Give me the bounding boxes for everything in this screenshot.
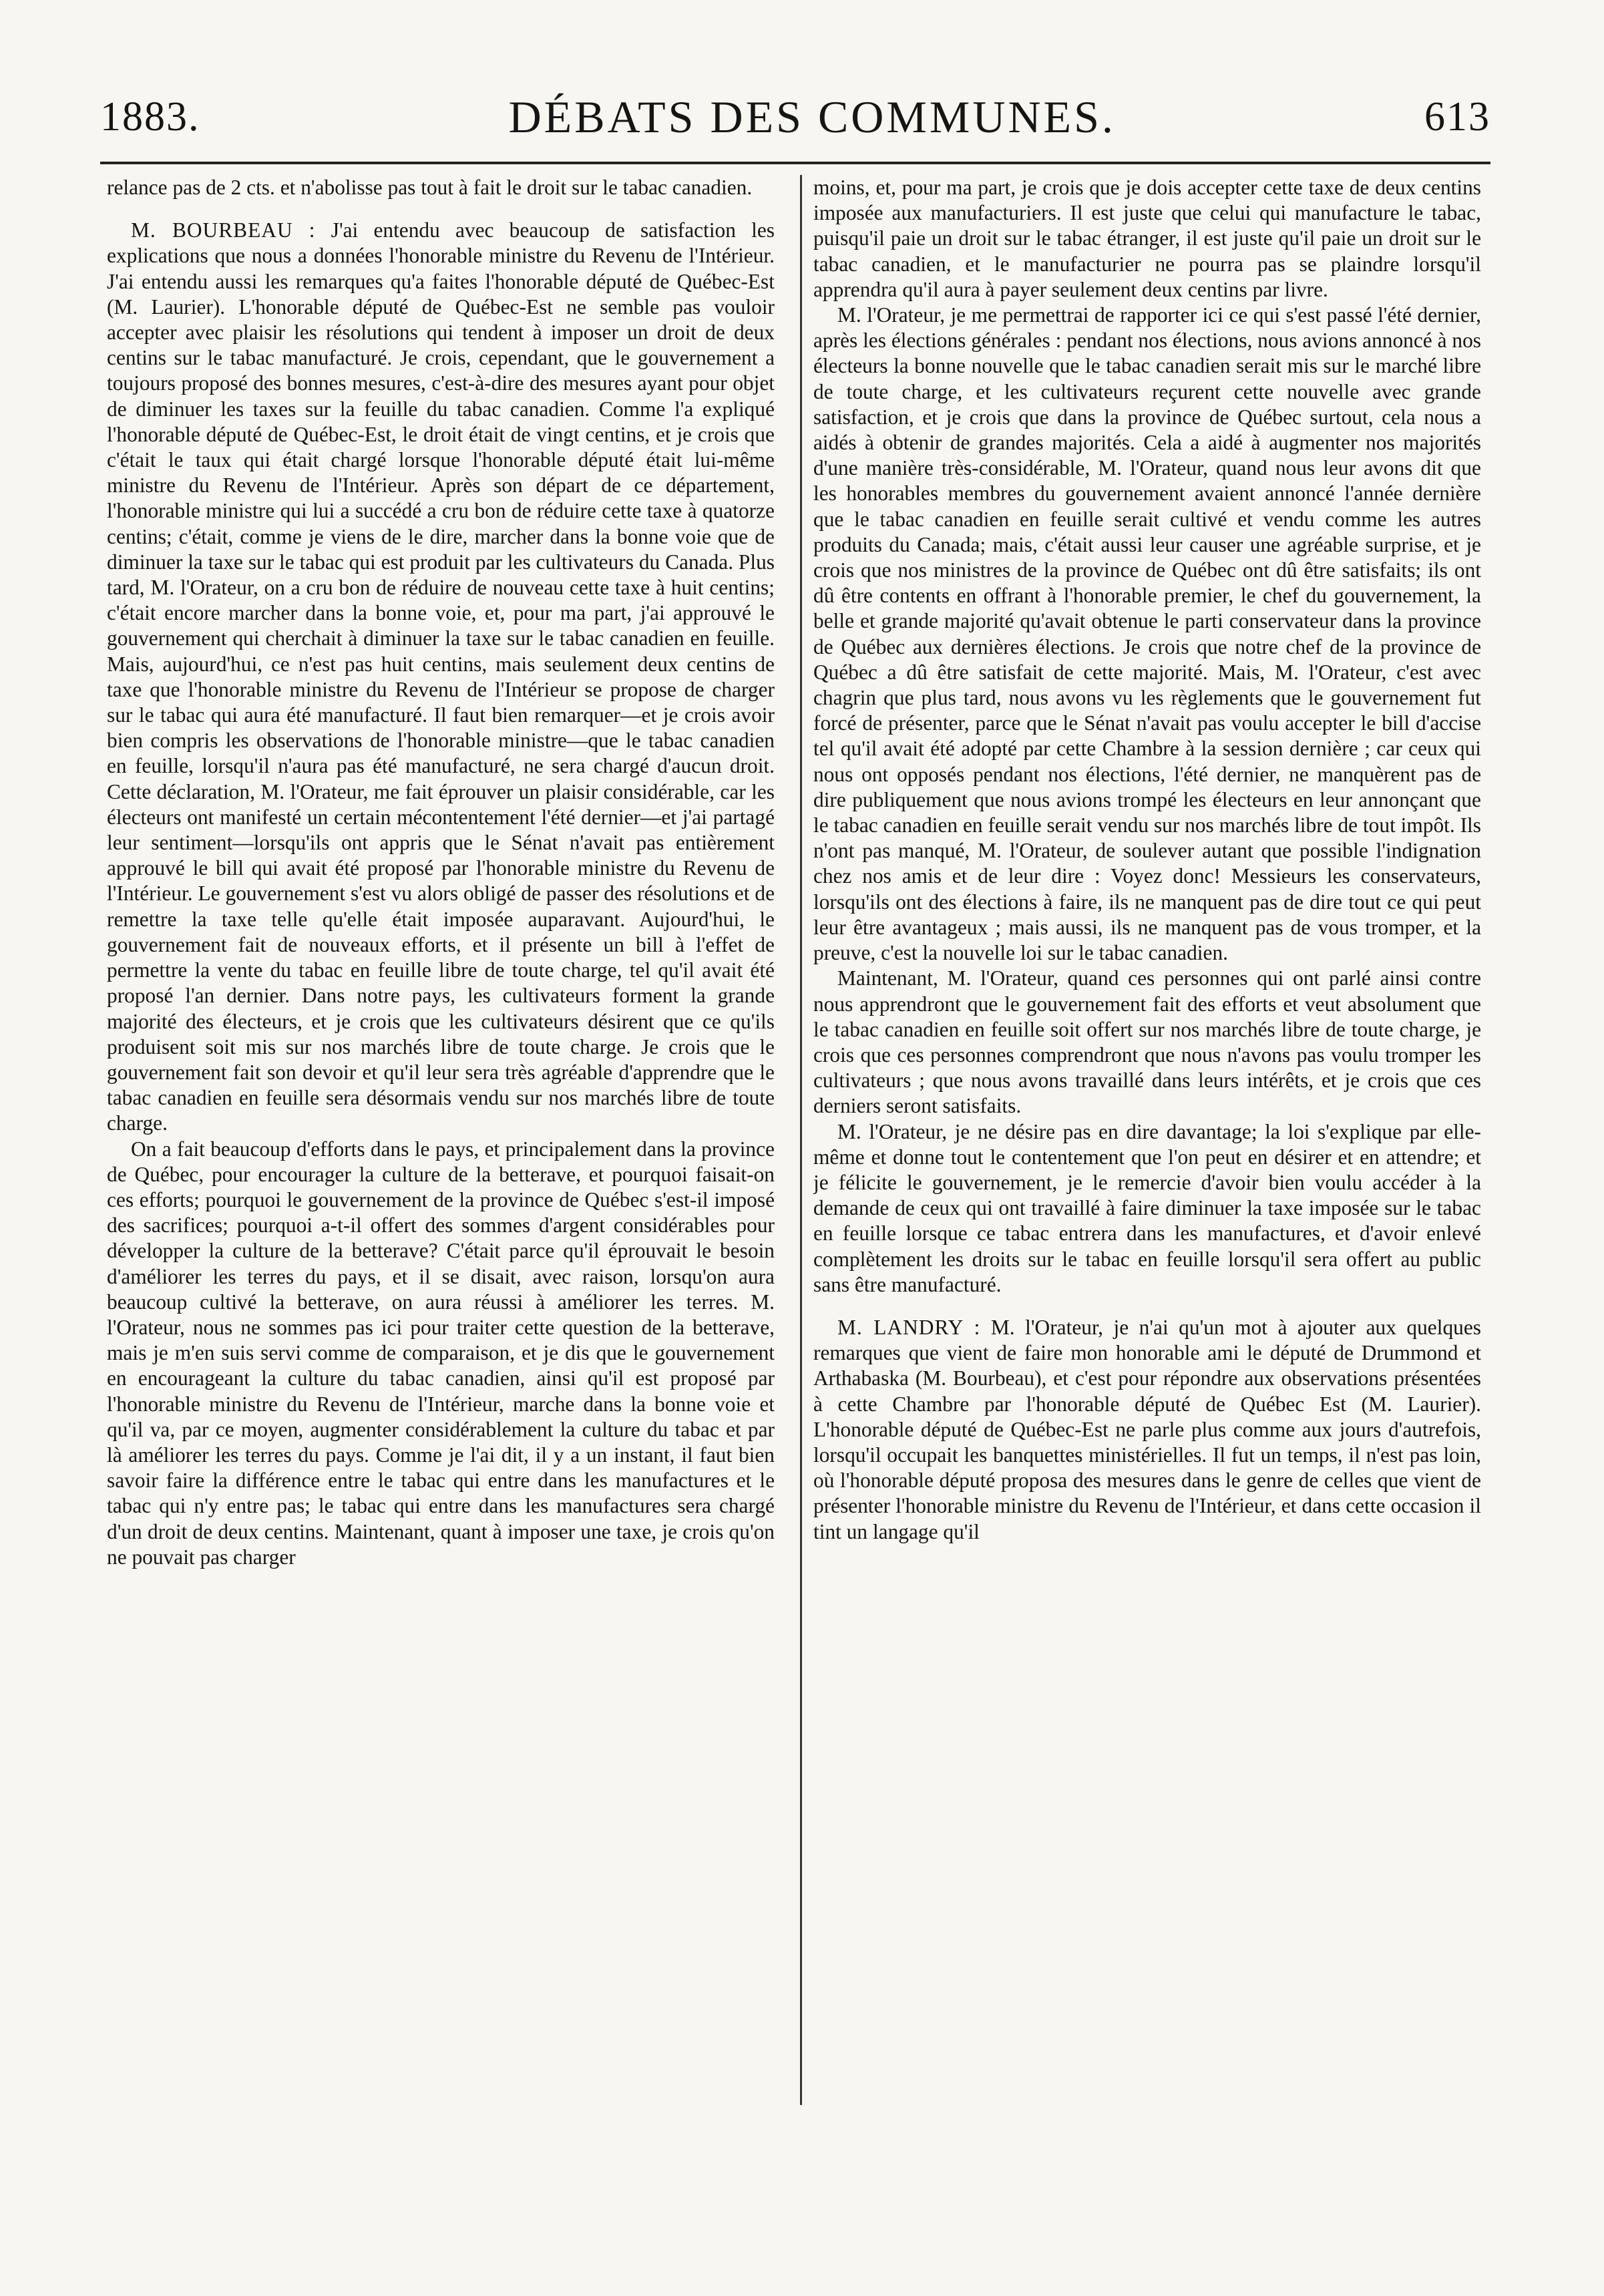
speech-text: J'ai entendu avec beaucoup de satisfaction les explications que nous a données l'honorable ministre du Revenu de l'Intérieur. J'ai entendu aussi les remarques qu'a faites l'honorable député de Québec-Est (M. Laurier). L'honorable député de Québec-Est ne semble pas vouloir accepter avec plaisir les résolutions qui tendent à imposer un droit de deux centins sur le tabac manufacturé. Je crois, cependant, que le gouvernement a toujours proposé des bonnes mesures, c'est-à-dire des mesures ayant pour objet de diminuer les taxes sur la feuille du tabac canadien. Comme l'a expliqué l'honorable député de Québec-Est, le droit était de vingt centins, et je crois que c'était le taux qui était chargé lorsque l'honorable député était lui-même ministre du Revenu de l'Intérieur. Après son départ de ce département, l'honorable ministre qui lui a succédé a cru bon de réduire cette taxe à quatorze centins; c'était, comme je viens de le dire, marcher dans la bonne voie que de diminuer la taxe sur le tabac qui est produit par les cultivateurs du Canada. Plus tard, M. l'Orateur, on a cru bon de réduire de nouveau cette taxe à huit centins; c'était encore marcher dans la bonne voie, et, pour ma part, j'ai approuvé le gouvernement qui cherchait à diminuer la taxe sur le tabac canadien en feuille. Mais, aujourd'hui, ce n'est pas huit centins, mais seulement deux centins de taxe que l'honorable ministre du Revenu de l'Intérieur se propose de charger sur le tabac qui aura été manufacturé. Il faut bien remarquer—et je crois avoir bien compris les observations de l'honorable ministre—que le tabac canadien en feuille, lorsqu'il n'aura pas été manufacturé, ne sera chargé d'aucun droit. Cette déclaration, M. l'Orateur, me fait éprouver un plaisir considérable, car les électeurs ont manifesté un certain mécontentement l'été dernier—et j'ai partagé leur sentiment—lorsqu'ils ont appris que le Sénat n'avait pas entièrement approuvé le bill qui avait été proposé par l'honorable ministre du Revenu de l'Intérieur. Le gouvernement s'est vu alors obligé de passer des résolutions et de remettre la taxe telle qu'elle était imposée auparavant. Aujourd'hui, le gouvernement fait de nouveaux efforts, et il présente un bill à l'effet de permettre la vente du tabac en feuille libre de toute charge, tel qu'il avait été proposé l'an dernier. Dans notre pays, les cultivateurs forment la grande majorité des électeurs, et je crois que les cultivateurs désirent que ce qu'ils produisent soit mis sur nos marchés libre de toute charge. Je crois que le gouvernement fait son devoir et qu'il leur sera très agréable d'apprendre que le tabac canadien en feuille sera désormais vendu sur nos marchés libre de toute charge. [107,218,775,1135]
right-column [813,175,1481,2115]
speaker-name: M. BOURBEAU : [131,218,316,242]
page-number: 613 [1424,93,1490,140]
paragraph: On a fait beaucoup d'efforts dans le pays, et principalement dans la province de Québec, pour encourager la culture de la betterave, et pourquoi faisait-on ces efforts; pourquoi le gouvernement de la province de Québec s'est-il imposé des sacrifices; pourquoi a-t-il offert des sommes d'argent considérables pour développer la culture de la betterave? C'était parce qu'il éprouvait le besoin d'améliorer les terres du pays, et il se disait, avec raison, lorsqu'on aura beaucoup cultivé la betterave, on aura réussi à améliorer les terres. M. l'Orateur, nous ne sommes pas ici pour traiter cette question de la betterave, mais je m'en suis servi comme de comparaison, et je dis que le gouvernement en encourageant la culture du tabac canadien, ainsi qu'il est proposé par l'honorable ministre du Revenu de l'Intérieur, marche dans la bonne voie et qu'il va, par ce moyen, augmenter considérablement la culture du tabac et par là améliorer les terres du pays. Comme je l'ai dit, il y a un instant, il faut bien savoir faire la différence entre le tabac qui entre dans les manufactures et le tabac qui n'y entre pas; le tabac qui entre dans les manufactures sera chargé d'un droit de deux centins. Maintenant, quant à imposer une taxe, je crois qu'on ne pouvait pas charger [107,1137,775,1569]
page-header [100,80,1490,154]
speech-paragraph [813,1315,1481,1545]
paragraph: Maintenant, M. l'Orateur, quand ces personnes qui ont parlé ainsi contre nous apprendront que le gouvernement fait des efforts et veut absolument que le tabac canadien en feuille soit offert sur nos marchés libre de toute charge, je crois que ces personnes comprendront que nous n'avons pas voulu tromper les cultivateurs ; que nous avons travaillé dans leurs intérêts, et je crois que ces derniers seront satisfaits. [813,966,1481,1118]
header-rule [100,162,1490,164]
header-title: DÉBATS DES COMMUNES. [508,91,1116,142]
speech-paragraph [107,218,775,1136]
speaker-name: M. LANDRY : [837,1315,981,1339]
column-divider [800,175,802,2105]
paragraph: M. l'Orateur, je me permettrai de rapporter ici ce qui s'est passé l'été dernier, après les élections générales : pendant nos élections, nous avions annoncé à nos électeurs la bonne nouvelle que le tabac canadien serait mis sur le marché libre de toute charge, et les cultivateurs reçurent cette nouvelle avec grande satisfaction, et je crois que dans la province de Québec surtout, cela nous a aidés à obtenir de grandes majorités. Cela a aidé à augmenter nos majorités d'une manière très-considérable, M. l'Orateur, quand nous leur avons dit que les honorables membres du gouvernement avaient annoncé l'année dernière que le tabac canadien en feuille serait cultivé et vendu comme les autres produits du Canada; mais, c'était aussi leur causer une agréable surprise, et je crois que nos ministres de la province de Québec ont dû être satisfaits; ils ont dû être contents en offrant à l'honorable premier, le chef du gouvernement, la belle et grande majorité qu'avait obtenue le parti conservateur dans la province de Québec aux dernières élections. Je crois que notre chef de la province de Québec a dû être satisfait de cette majorité. Mais, M. l'Orateur, c'est avec chagrin que plus tard, nous avons vu les règlements que le gouvernement fut forcé de présenter, parce que le Sénat n'avait pas voulu accepter le bill d'accise tel qu'il avait été adopté par cette Chambre à la session dernière ; car ceux qui nous ont opposés pendant nos élections, l'été dernier, ne manquèrent pas de dire publiquement que nous avions trompé les électeurs en leur annonçant que le tabac canadien en feuille serait vendu sur nos marchés libre de tout impôt. Ils n'ont pas manqué, M. l'Orateur, de soulever autant que possible l'indignation chez nos amis et de leur dire : Voyez donc! Messieurs les conservateurs, lorsqu'ils ont des élections à faire, ils ne manquent pas de dire tout ce qui peut leur être avantageux ; mais aussi, ils ne manquent pas de vous tromper, et la preuve, c'est la nouvelle loi sur le tabac canadien. [813,303,1481,965]
paragraph: moins, et, pour ma part, je crois que je dois accepter cette taxe de deux centins imposée aux manufacturiers. Il est juste que celui qui manufacture le tabac, puisqu'il paie un droit sur le tabac étranger, il est juste qu'il paie un droit sur le tabac canadien, et le manufacturier ne pourra pas se plaindre lorsqu'il apprendra qu'il aura à payer seulement deux centins par livre. [813,176,1481,301]
header-year: 1883. [100,93,200,140]
speech-text: M. l'Orateur, je n'ai qu'un mot à ajouter aux quelques remarques que vient de faire mon honorable ami le député de Drummond et Arthabaska (M. Bourbeau), et c'est pour répondre aux observations présentées à cette Chambre par l'honorable député de Québec Est (M. Laurier). L'honorable député de Québec-Est ne parle plus comme aux jours d'autrefois, lorsqu'il occupait les banquettes ministérielles. Il fut un temps, il n'est pas loin, où l'honorable député proposa des mesures dans le genre de celles que vient de présenter l'honorable ministre du Revenu de l'Intérieur, et dans cette occasion il tint un langage qu'il [813,1315,1481,1543]
paragraph: relance pas de 2 cts. et n'abolisse pas tout à fait le droit sur le tabac canadien. [107,176,753,199]
paragraph: M. l'Orateur, je ne désire pas en dire davantage; la loi s'explique par elle-même et donne tout le contentement que l'on peut en désirer et en attendre; et je félicite le gouvernement, je le remercie d'avoir bien voulu accéder à la demande de ceux qui ont travaillé à faire diminuer la taxe imposée sur le tabac en feuille lorsque ce tabac entrera dans les manufactures, et d'avoir enlevé complètement les droits sur le tabac en feuille lorsqu'il sera offert au public sans être manufacturé. [813,1119,1481,1296]
left-column [107,175,775,2115]
